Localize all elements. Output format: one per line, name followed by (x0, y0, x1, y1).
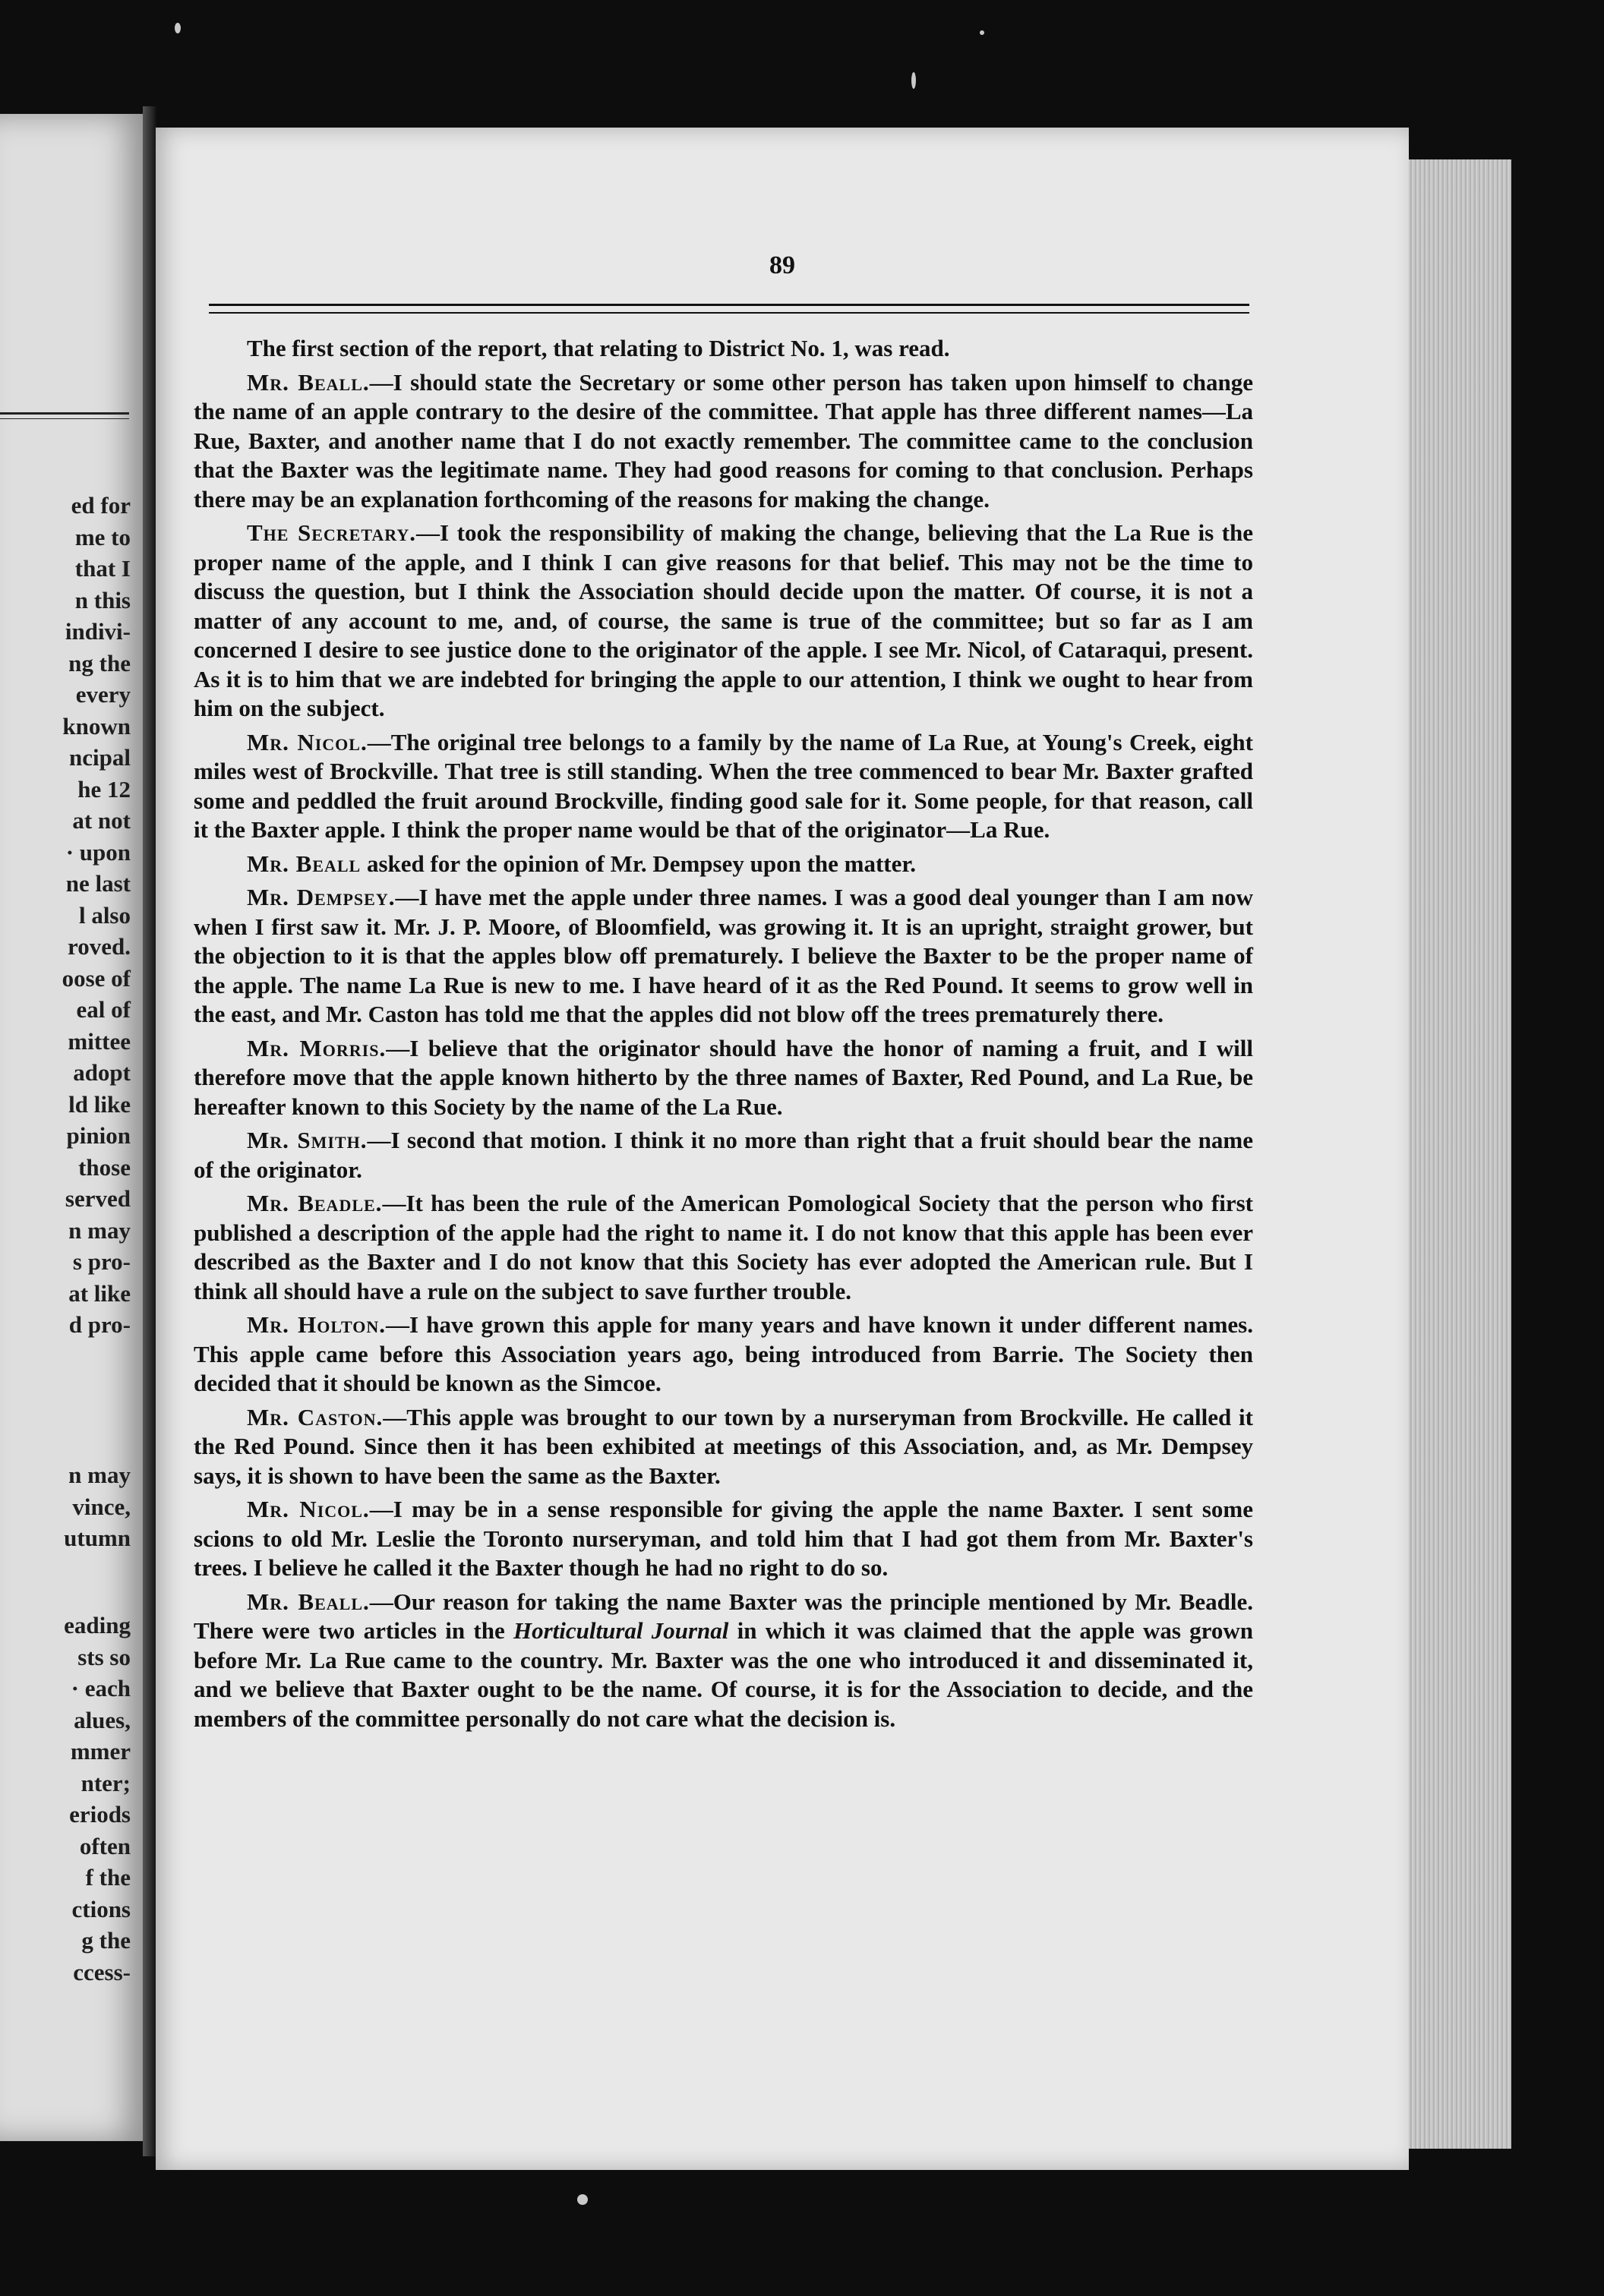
speaker-name: Mr. Nicol. (247, 1496, 370, 1522)
facing-page-line: indivi- (65, 618, 131, 645)
paragraph (194, 1588, 1253, 1734)
film-speck (980, 30, 984, 35)
speaker-name: Mr. Smith. (247, 1127, 368, 1153)
journal-title: Horticultural Journal (513, 1617, 729, 1644)
speaker-name: Mr. Nicol. (247, 728, 368, 755)
facing-page-line: g the (81, 1927, 131, 1954)
facing-page-line: ccess- (73, 1958, 131, 1985)
paragraph-text: —I have grown this apple for many years and have known it under different names. This apple came before this Association years ago, being introduced from Barrie. The Society then decided that it should be known as the Simcoe. (194, 1311, 1253, 1396)
facing-page-line: adopt (73, 1059, 131, 1086)
facing-page-line: at not (72, 807, 131, 834)
paragraph-text: —Our reason for taking the name Baxter was the principle mentioned by Mr. Beadle. There were two articles in the (194, 1588, 1254, 1644)
paragraph (194, 850, 1253, 879)
facing-page-line: known (62, 712, 131, 740)
paragraph-text: —I believe that the originator should have the honor of naming a fruit, and I will therefore move that the apple known hitherto by the three names of Baxter, Red Pound, and La Rue, be hereafter known to this Society by the name of the La Rue. (194, 1034, 1253, 1120)
facing-page-line: · each (71, 1675, 131, 1702)
facing-page-line: eading (64, 1612, 131, 1638)
facing-page-line: d pro- (68, 1311, 131, 1338)
facing-page-line: alues, (74, 1706, 131, 1733)
facing-page-line: utumn (64, 1525, 131, 1551)
facing-page-text-block-1 (62, 490, 131, 1341)
facing-page-text-block-2 (64, 1459, 131, 1554)
book-page (156, 128, 1409, 2170)
page-number: 89 (769, 251, 795, 279)
paragraph (194, 368, 1253, 515)
facing-page-line: he 12 (77, 775, 131, 803)
facing-page (0, 114, 150, 2141)
paragraph-text: —I may be in a sense responsible for giving the apple the name Baxter. I sent some scions to old Mr. Leslie the Toronto nurseryman, and told him that I had got them from Mr. Baxter's trees. I believe he called it the Baxter though he had no right to do so. (194, 1496, 1253, 1581)
speaker-name: Mr. Morris. (247, 1034, 387, 1061)
speaker-name: Mr. Beall (247, 850, 362, 877)
facing-page-line: often (79, 1832, 131, 1859)
facing-page-line: ne last (65, 870, 131, 897)
facing-page-line: mittee (68, 1027, 131, 1055)
paragraph (194, 1126, 1253, 1184)
paragraph-text: —I second that motion. I think it no more than right that a fruit should bear the name of the originator. (194, 1127, 1254, 1183)
page-edges (1405, 159, 1511, 2149)
facing-page-line: mmer (70, 1738, 131, 1765)
facing-page-line: every (75, 681, 131, 708)
facing-page-line: oose of (62, 964, 131, 992)
page-body (194, 334, 1253, 1738)
facing-page-line: those (78, 1153, 131, 1181)
speaker-name: Mr. Beadle. (247, 1190, 383, 1216)
speaker-name: Mr. Holton. (247, 1311, 386, 1338)
facing-page-line: s pro- (72, 1248, 131, 1275)
paragraph (194, 1310, 1253, 1399)
facing-page-line: ncipal (69, 744, 131, 771)
facing-page-line: at like (68, 1279, 131, 1307)
facing-page-line: eal of (76, 996, 131, 1023)
facing-page-line: · upon (65, 838, 131, 866)
facing-page-text-block-3 (64, 1610, 131, 1988)
facing-page-line: nter; (81, 1769, 131, 1796)
paragraph-text: —I took the responsibility of making the change, believing that the La Rue is the proper name of the apple, and I think I can give reasons for that belief. This may not be the time to discuss the question, but I think the Association should decide upon the matter. Of course, it is not a matter of any account to me, and, of course, the same is true of the committee; but so far as I am concerned I desire to see justice done to the originator of the apple. I see Mr. Nicol, of Cataraqui, present. As it is to him that we are indebted for bringing the apple to our attention, I think we ought to hear from him on the subject. (194, 519, 1253, 721)
film-speck (577, 2194, 588, 2205)
paragraph-text: —I have met the apple under three names. I was a good deal younger than I am now when I first saw it. Mr. J. P. Moore, of Bloomfield, was growing it. It is an upright, straight grower, but the objection to it is that the apples blow off prematurely. I believe the Baxter to be the proper name of the apple. The name La Rue is new to me. I have heard of it as the Red Pound. It seems to grow well in the east, and Mr. Caston has told me that the apples did not blow off the trees prematurely there. (194, 884, 1253, 1027)
paragraph-text: asked for the opinion of Mr. Dempsey upon the matter. (361, 850, 917, 877)
paragraph-text: —It has been the rule of the American Pomological Society that the person who first published a description of the apple had the right to name it. I do not know that this apple has been ever described as the Baxter and I do not know that this Society has ever adopted the American rule. But I think all should have a rule on the subject to save further trouble. (194, 1190, 1254, 1304)
paragraph (194, 728, 1253, 845)
facing-page-line: ld like (68, 1090, 131, 1118)
facing-page-line: ng the (68, 649, 131, 676)
facing-page-line: roved. (68, 933, 131, 960)
speaker-name: The Secretary. (247, 519, 417, 546)
paragraph-text: in which it was claimed that the apple was grown before Mr. La Rue came to the country. Mr. Baxter was the one who introduced it and disseminated it, and we believe that Baxter ought to be the name. Of course, it is for the Association to decide, and the members of the committee personally do not care what the decision is. (194, 1617, 1253, 1732)
paragraph (194, 1403, 1253, 1491)
paragraph (194, 334, 1253, 364)
facing-page-line: n this (74, 586, 131, 613)
facing-page-line: vince, (72, 1493, 131, 1520)
film-speck (175, 23, 181, 33)
paragraph-text: The first section of the report, that relating to District No. 1, was read. (247, 335, 950, 361)
speaker-name: Mr. Beall. (247, 368, 370, 396)
paragraph-text: —I should state the Secretary or some other person has taken upon himself to change the name of an apple contrary to the desire of the committee. That apple has three different names—La Rue, Baxter, and another name that I do not exactly remember. The committee came to the conclusion that the Baxter was the legitimate name. They had good reasons for coming to that conclusion. Perhaps there may be an explanation forthcoming of the reasons for making the change. (194, 368, 1254, 512)
facing-page-line: me to (74, 523, 131, 550)
speaker-name: Mr. Caston. (247, 1403, 384, 1430)
paragraph (194, 519, 1253, 724)
facing-page-line: ed for (71, 492, 131, 519)
paragraph-text: —This apple was brought to our town by a nurseryman from Brockville. He called it the Red Pound. Since then it has been exhibited at meetings of this Association, and, as Mr. Dempsey says, it is shown to have been the same as the Baxter. (194, 1403, 1253, 1489)
facing-page-line: n may (68, 1216, 131, 1244)
paragraph (194, 1495, 1253, 1583)
paragraph (194, 1189, 1253, 1306)
facing-page-line: eriods (69, 1801, 131, 1828)
speaker-name: Mr. Beall. (247, 1588, 370, 1615)
facing-page-rule (0, 412, 129, 419)
paragraph (194, 1034, 1253, 1122)
book-gutter (143, 106, 156, 2156)
speaker-name: Mr. Dempsey. (247, 884, 396, 910)
paragraph (194, 883, 1253, 1030)
facing-page-line: f the (85, 1864, 131, 1891)
facing-page-line: n may (68, 1462, 131, 1488)
facing-page-line: served (65, 1185, 131, 1212)
facing-page-line: l also (78, 901, 131, 929)
facing-page-line: sts so (77, 1643, 131, 1670)
facing-page-line: that I (74, 555, 131, 582)
facing-page-line: ctions (71, 1895, 131, 1922)
paragraph-text: —The original tree belongs to a family by the name of La Rue, at Young's Creek, eight miles west of Brockville. That tree is still standing. When the tree commenced to bear Mr. Baxter grafted some and peddled the fruit around Brockville, finding good sale for it. Some people, for that reason, call it the Baxter apple. I think the proper name would be that of the originator—La Rue. (194, 728, 1253, 843)
header-rule (209, 304, 1249, 314)
film-speck (911, 72, 916, 89)
facing-page-line: pinion (66, 1122, 131, 1149)
